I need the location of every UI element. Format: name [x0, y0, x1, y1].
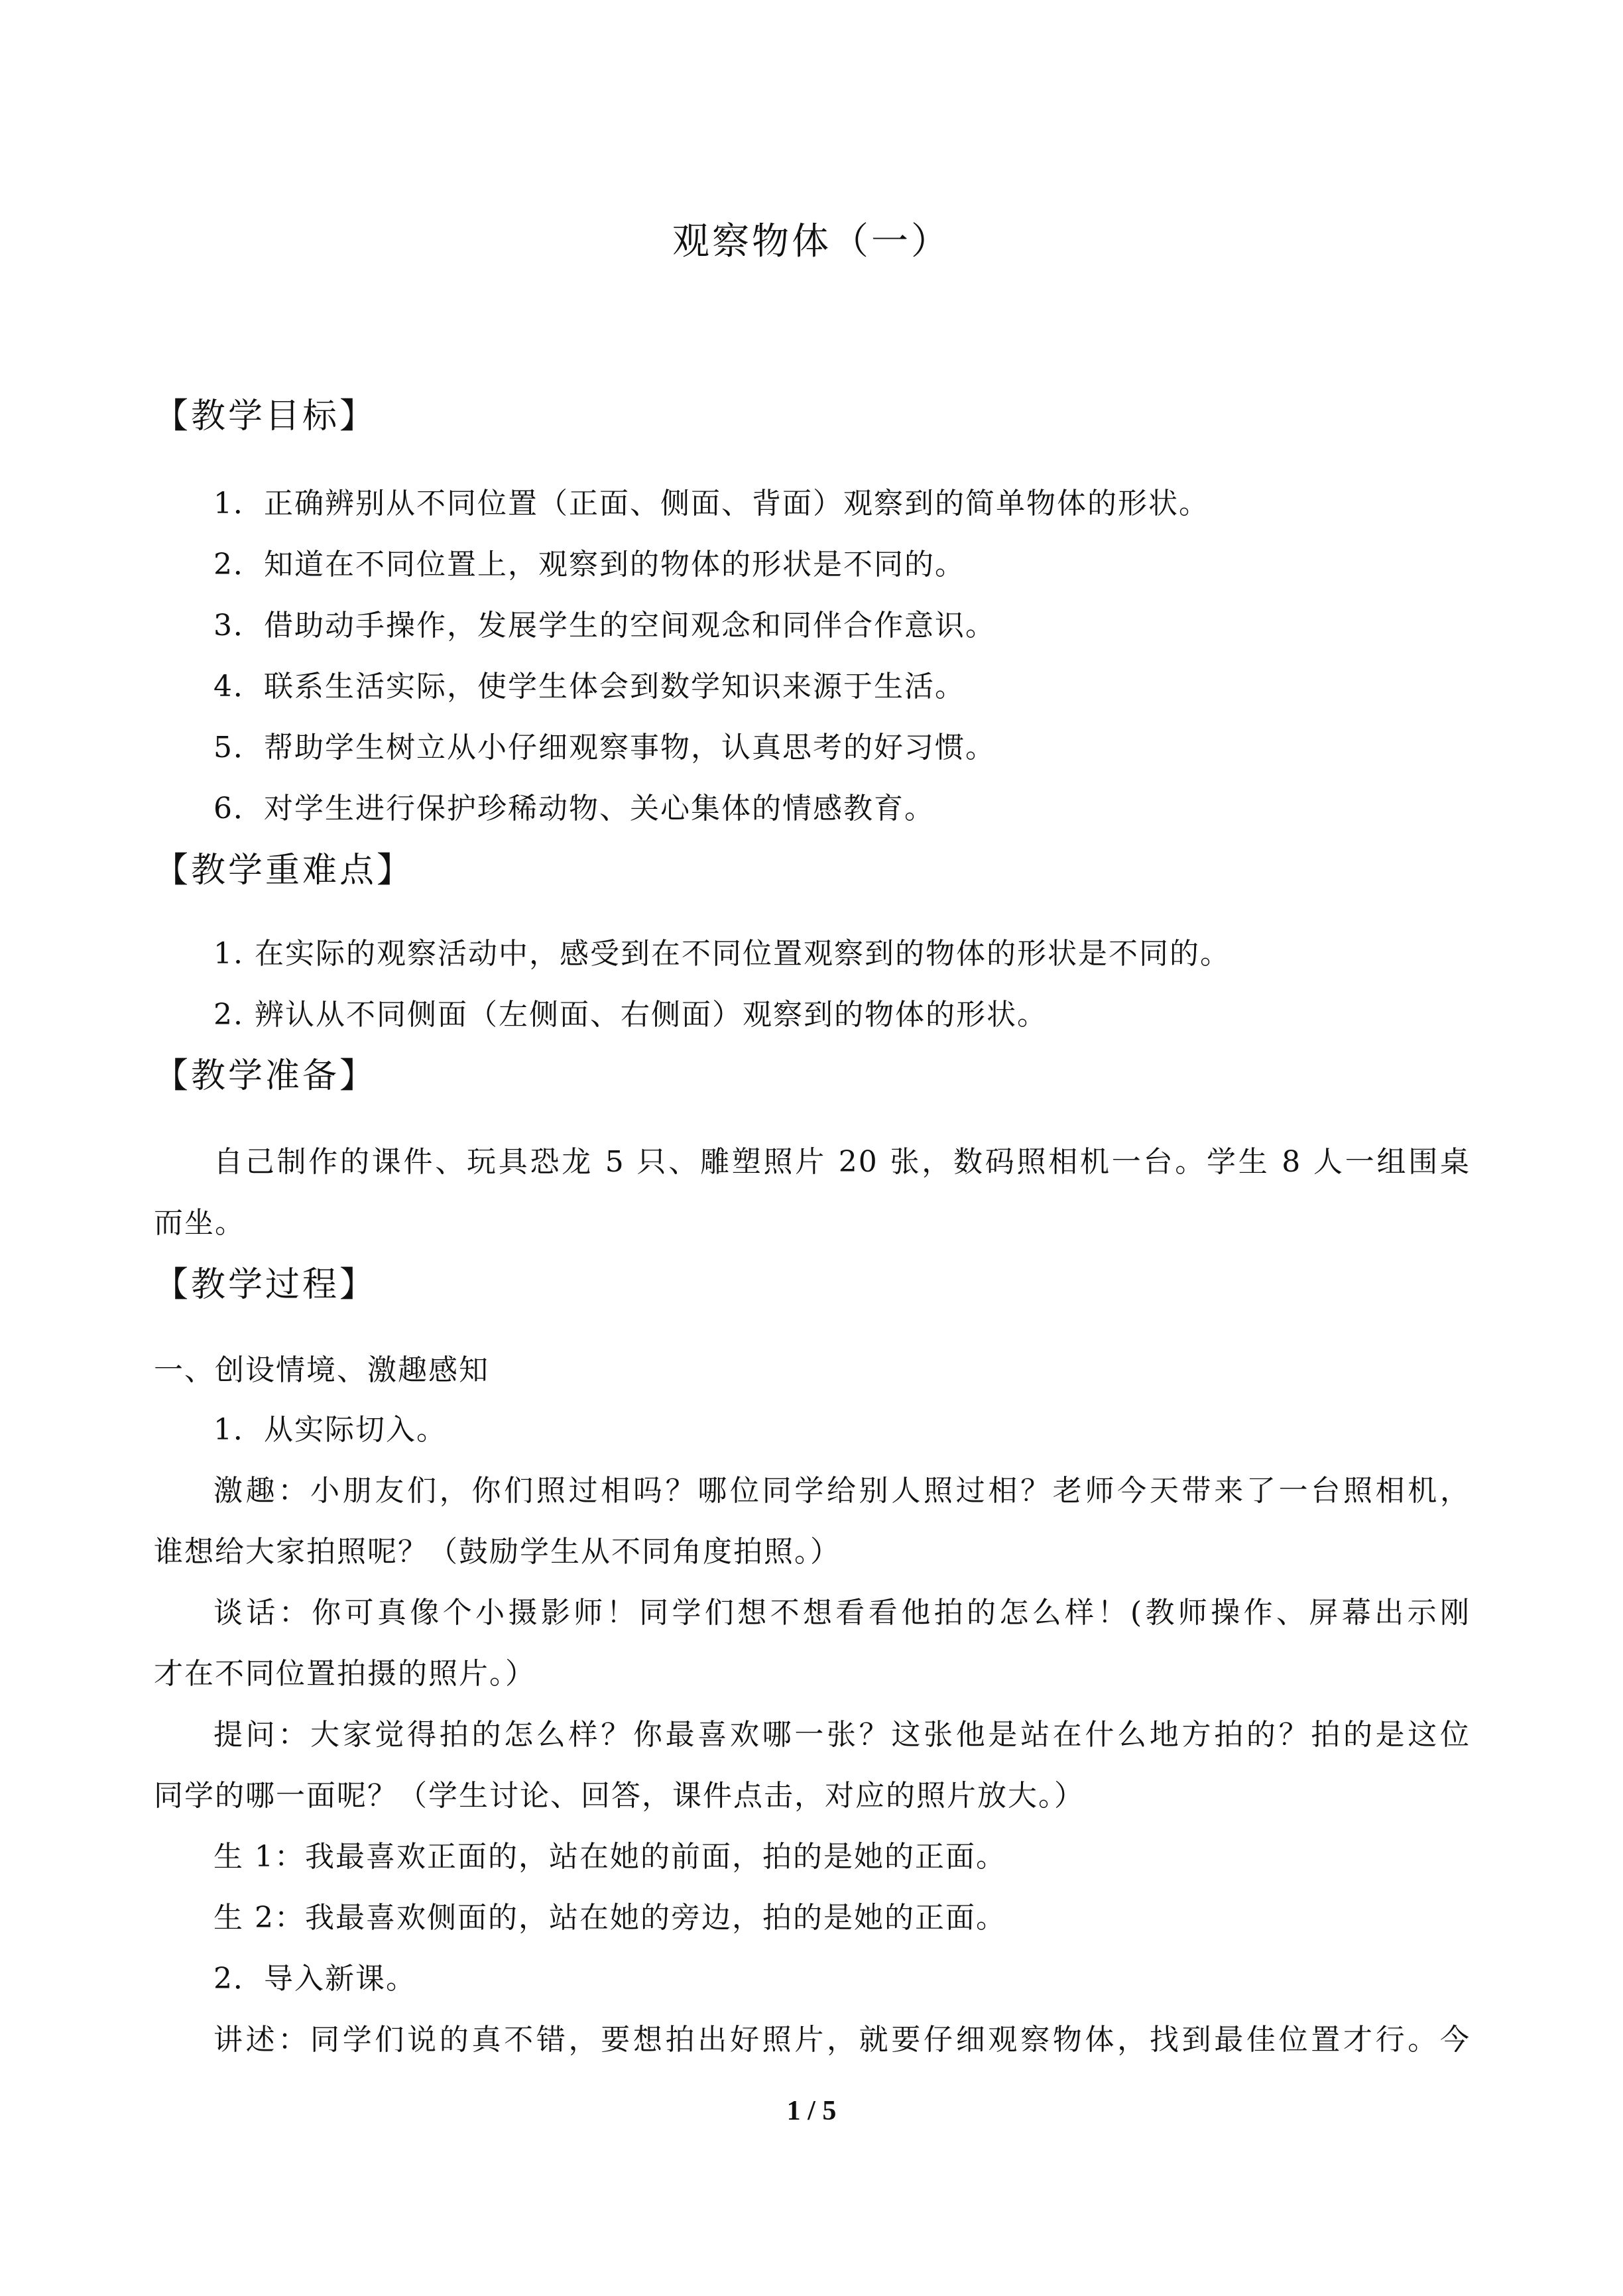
page-title: 观察物体（一） — [672, 220, 951, 263]
process-step: 1．从实际切入。 — [213, 1413, 447, 1447]
keypoint-item: 1. 在实际的观察活动中，感受到在不同位置观察到的物体的形状是不同的。 — [213, 937, 1231, 971]
heading-goals: 【教学目标】 — [154, 396, 377, 436]
heading-process: 【教学过程】 — [154, 1265, 377, 1305]
goal-item: 1．正确辨别从不同位置（正面、侧面、背面）观察到的简单物体的形状。 — [213, 487, 1209, 520]
process-paragraph: 激趣：小朋友们，你们照过相吗？哪位同学给别人照过相？老师今天带来了一台照相机， — [213, 1474, 1471, 1508]
goal-item: 2．知道在不同位置上，观察到的物体的形状是不同的。 — [213, 548, 965, 581]
prep-line: 自己制作的课件、玩具恐龙 5 只、雕塑照片 20 张，数码照相机一台。学生 8 人一组围桌 — [213, 1145, 1471, 1179]
process-paragraph: 谁想给大家拍照呢？（鼓励学生从不同角度拍照。） — [154, 1535, 841, 1569]
keypoint-item: 2. 辨认从不同侧面（左侧面、右侧面）观察到的物体的形状。 — [213, 998, 1048, 1032]
student-answer: 生 1：我最喜欢正面的，站在她的前面，拍的是她的正面。 — [213, 1840, 1006, 1874]
goal-item: 3．借助动手操作，发展学生的空间观念和同伴合作意识。 — [213, 609, 996, 642]
student-answer: 生 2：我最喜欢侧面的，站在她的旁边，拍的是她的正面。 — [213, 1901, 1006, 1935]
prep-line: 而坐。 — [154, 1206, 245, 1240]
goal-item: 4．联系生活实际，使学生体会到数学知识来源于生活。 — [213, 670, 965, 703]
page-number: 1 / 5 — [786, 2096, 837, 2126]
heading-prep: 【教学准备】 — [154, 1056, 377, 1096]
process-step: 2．导入新课。 — [213, 1962, 416, 1996]
process-subheading: 一、创设情境、激趣感知 — [154, 1353, 489, 1387]
process-paragraph: 讲述：同学们说的真不错，要想拍出好照片，就要仔细观察物体，找到最佳位置才行。今 — [213, 2023, 1471, 2057]
goal-item: 5．帮助学生树立从小仔细观察事物，认真思考的好习惯。 — [213, 731, 996, 764]
process-paragraph: 同学的哪一面呢？（学生讨论、回答，课件点击，对应的照片放大。） — [154, 1779, 1085, 1813]
heading-keypoints: 【教学重难点】 — [154, 851, 414, 890]
process-paragraph: 提问：大家觉得拍的怎么样？你最喜欢哪一张？这张他是站在什么地方拍的？拍的是这位 — [213, 1718, 1471, 1752]
goal-item: 6．对学生进行保护珍稀动物、关心集体的情感教育。 — [213, 792, 935, 825]
process-paragraph: 才在不同位置拍摄的照片。） — [154, 1657, 536, 1691]
process-paragraph: 谈话：你可真像个小摄影师！同学们想不想看看他拍的怎么样！(教师操作、屏幕出示刚 — [213, 1596, 1471, 1630]
